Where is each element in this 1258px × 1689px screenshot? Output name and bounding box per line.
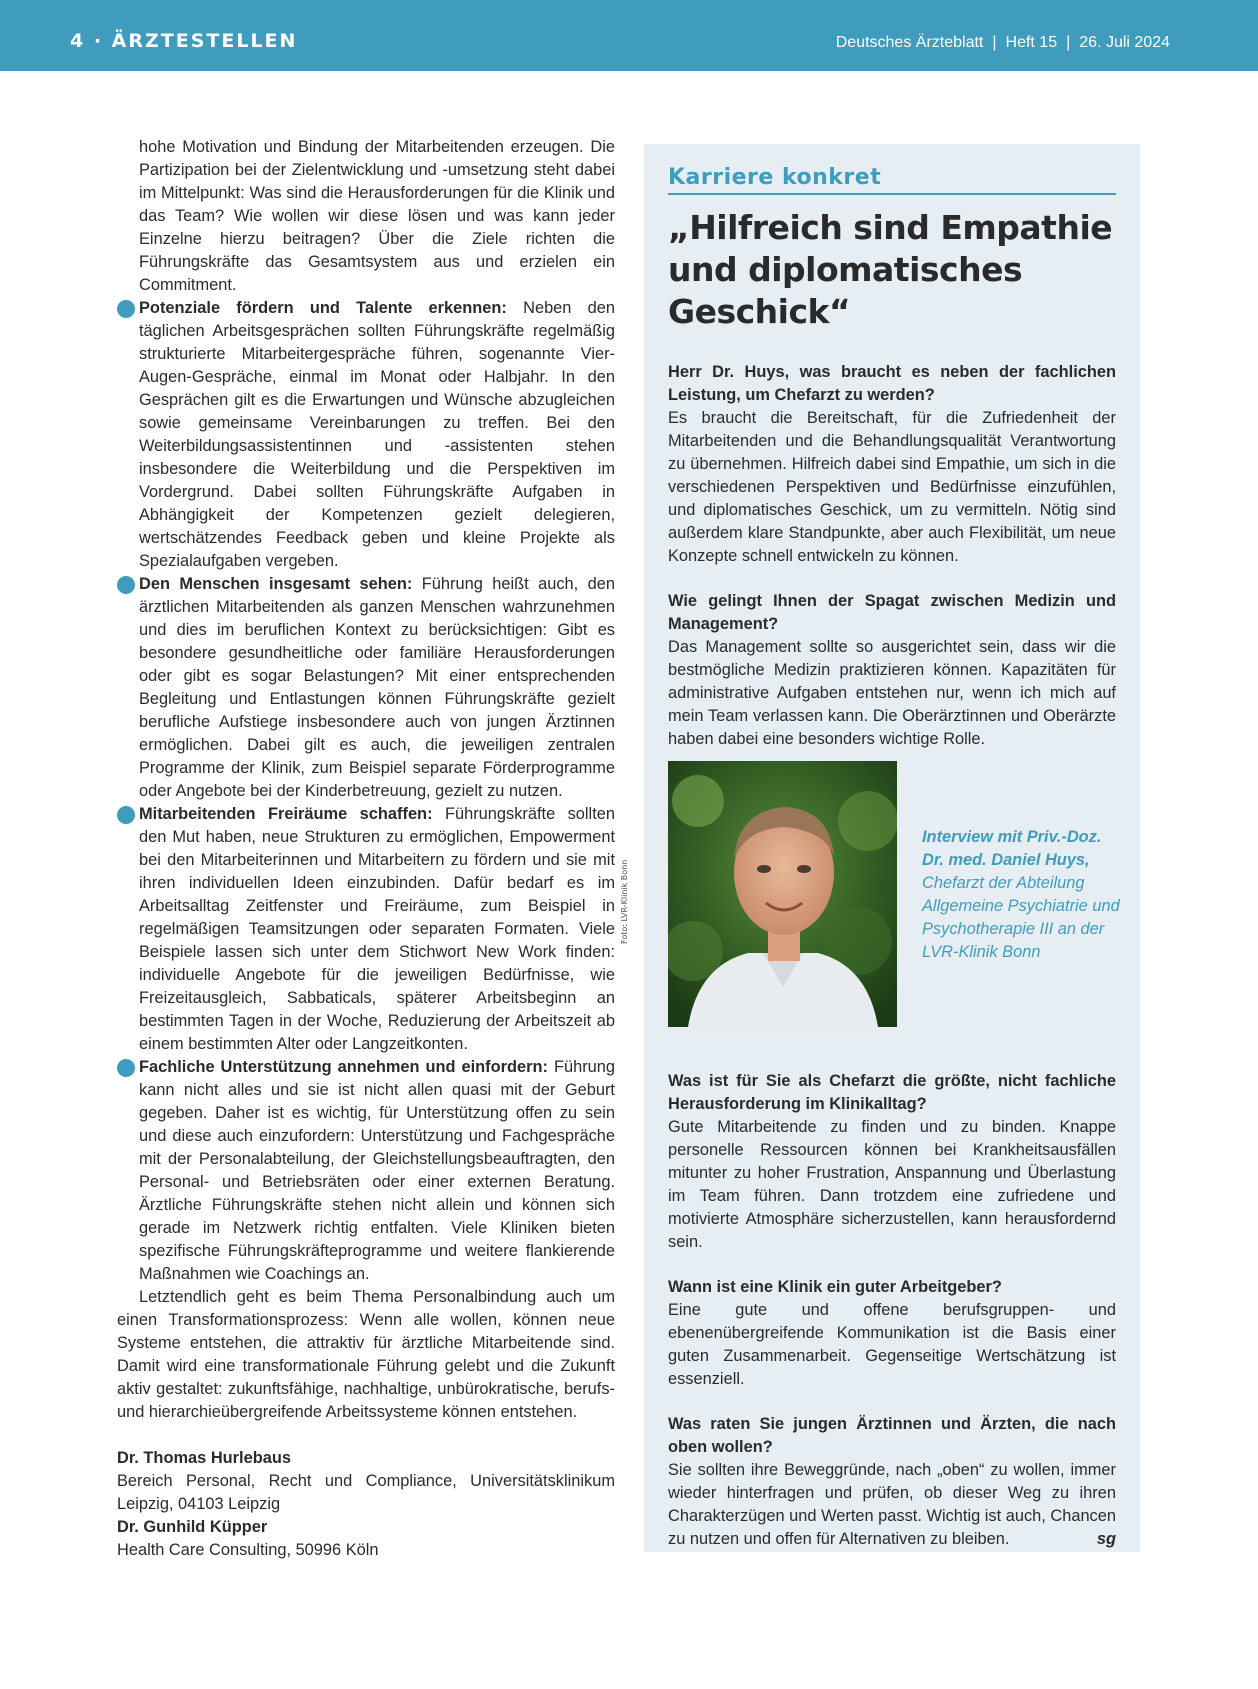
bullet-lead: Mitarbeitenden Freiräume schaffen: — [139, 805, 433, 823]
question: Herr Dr. Huys, was braucht es neben der fachlichen Leistung, um Chefarzt zu werden? — [668, 363, 1116, 404]
question: Was ist für Sie als Chefarzt die größte, nicht fachliche Herausforderung im Klinikalltag? — [668, 1072, 1116, 1113]
qa-item — [668, 1413, 1116, 1551]
question: Wann ist eine Klinik ein guter Arbeitgeber? — [668, 1278, 1002, 1296]
author-block — [117, 1447, 615, 1562]
bullet-dot-icon — [117, 576, 135, 594]
interview-box — [620, 144, 1140, 1552]
bullet-text: Neben den täglichen Arbeitsgesprächen sollten Führungskräfte regelmäßig strukturierte Mitarbeitergespräche führen, sogenannte Vier-Augen-Gespräche, einmal im Monat oder Halbjahr. In den Gesprächen gilt es die Erwartungen und Wünsche abzugleichen sowie gemeinsame Vereinbarungen zu treffen. Bei den Weiterbildungsassistentinnen und -assistenten stehen insbesondere die Weiterbildung und die Perspektiven im Vordergrund. Dabei sollten Führungskräfte Aufgaben in Abhängigkeit der Kompetenzen gezielt delegieren, wertschätzendes Feedback geben und kleine Projekte als Spezialaufgaben vergeben. — [139, 299, 615, 570]
bullet-lead: Potenziale fördern und Talente erkennen: — [139, 299, 507, 317]
bullet-lead: Den Menschen insgesamt sehen: — [139, 575, 413, 593]
page-header — [0, 0, 1258, 71]
answer: Eine gute und offene berufsgruppen- und ebenenübergreifende Kommunikation ist die Basis einer guten Zusammenarbeit. Gegenseitige Wertschätzung ist essenziell. — [668, 1301, 1116, 1388]
bullet-text: Führungskräfte sollten den Mut haben, neue Strukturen zu ermöglichen, Empowerment bei den Mitarbeiterinnen und Mitarbeitern zu fördern und sie mit ihren individuellen Ideen einzubinden. Dafür bedarf es im Arbeitsalltag Zeitfenster und Freiräume, zum Beispiel in regelmäßigen Teamsitzungen oder separaten Formaten. Viele Beispiele lassen sich unter dem Stichwort New Work finden: individuelle Angebote für die jeweiligen Bedürfnisse, wie Freizeitausgleich, Sabbaticals, späterer Arbeitsbeginn an bestimmten Tagen in der Woche, Reduzierung der Arbeitszeit ab einem bestimmten Alter oder Langzeitkonten. — [139, 805, 615, 1053]
qa-item — [668, 1276, 1116, 1391]
qa-item — [668, 590, 1116, 751]
issue-number: Heft 15 — [1005, 34, 1058, 51]
bullet-item — [117, 297, 615, 573]
interview-lower — [668, 1070, 1116, 1551]
portrait-image — [668, 761, 897, 1027]
bullet-text: Führung heißt auch, den ärztlichen Mitarbeitenden als ganzen Menschen wahrzunehmen und dies im beruflichen Kontext zu berücksichtigen: Gibt es besondere gesundheitliche oder familiäre Herausforderungen oder gibt es sogar Belastungen? Mit einer entsprechenden Begleitung und Entlastungen können Führungskräfte gezielt berufliche Aufstiege insbesondere auch von jungen Ärztinnen ermöglichen. Dabei gilt es auch, die jeweiligen zentralen Programme der Klinik, zum Beispiel separate Förderprogramme oder Angebote bei der Kinderbetreuung, gezielt zu nutzen. — [139, 575, 615, 800]
interview-upper — [668, 166, 1116, 751]
answer: Gute Mitarbeitende zu finden und zu binden. Knappe personelle Ressourcen können bei Krankheitsausfällen mitunter zu hoher Frustration, Anspannung und Überlastung im Team führen. Dann trotzdem eine zufriedene und motivierte Atmosphäre sicherzustellen, kann herausfordernd sein. — [668, 1118, 1116, 1251]
issue-date: 26. Juli 2024 — [1079, 34, 1170, 51]
box-kicker: Karriere konkret — [668, 166, 1116, 195]
bullet-dot-icon — [117, 1059, 135, 1077]
closing-paragraph: Letztendlich geht es beim Thema Personalbindung auch um einen Transformationsprozess: Wenn alle wollen, können neue Systeme entstehen, die attraktiv für ärztliche Mitarbeitende sind. Damit wird eine transformationale Führung gelebt und die Zukunft aktiv gestaltet: zukunftsfähige, nachhaltige, unbürokratische, berufs- und hierarchieübergreifende Arbeitssysteme können entstehen. — [117, 1288, 615, 1421]
question: Was raten Sie jungen Ärztinnen und Ärzten, die nach oben wollen? — [668, 1415, 1116, 1456]
publication-info: Deutsches Ärzteblatt | Heft 15 | 26. Juli 2024 — [835, 34, 1170, 51]
author-name: Dr. Thomas Hurlebaus — [117, 1449, 291, 1467]
qa-item — [668, 361, 1116, 568]
photo-caption — [922, 826, 1122, 964]
signoff: sg — [1096, 1530, 1116, 1548]
caption-lead: Interview mit Priv.-Doz. Dr. med. Daniel Huys, — [922, 828, 1102, 869]
bullet-dot-icon — [117, 300, 135, 318]
bullet-dot-icon — [117, 806, 135, 824]
answer: Es braucht die Bereitschaft, für die Zufriedenheit der Mitarbeitenden und die Behandlungsqualität Verantwortung zu übernehmen. Hilfreich dabei sind Empathie, um sich in die verschiedenen Perspektiven und Bedürfnisse einzufühlen, und diplomatisches Geschick, um zu vermitteln. Nötig sind außerdem klare Standpunkte, aber auch Flexibilität, um neue Konzepte schnell entwickeln zu können. — [668, 409, 1116, 565]
question: Wie gelingt Ihnen der Spagat zwischen Medizin und Management? — [668, 592, 1116, 633]
publication-name: Deutsches Ärzteblatt — [835, 34, 984, 51]
bullet-text: Führung kann nicht alles und sie ist nicht allen quasi mit der Geburt gegeben. Daher ist es wichtig, für Unterstützung offen zu sein und diese auch einzufordern: Unterstützung und Fachgespräche mit der Personalabteilung, der Gleichstellungsbeauftragten, den Personal- und Betriebsräten oder einer externen Beratung. Ärztliche Führungskräfte stehen nicht allein und können sich gerade im Netzwerk richtig entfalten. Viele Kliniken bieten spezifische Führungskräfteprogramme und weitere flankierende Maßnahmen wie Coachings an. — [139, 1058, 615, 1283]
bullet-lead: Fachliche Unterstützung annehmen und einfordern: — [139, 1058, 548, 1076]
answer: Das Management sollte so ausgerichtet sein, dass wir die bestmögliche Medizin praktizieren können. Kapazitäten für administrative Aufgaben entstehen nur, wenn ich mich auf mein Team verlassen kann. Die Oberärztinnen und Oberärzte haben dabei eine besonders wichtige Rolle. — [668, 638, 1116, 748]
bullet-item — [117, 803, 615, 1056]
portrait-photo — [668, 761, 897, 1027]
bullet-item — [117, 1056, 615, 1286]
article-left-column — [117, 136, 615, 1562]
box-headline: „Hilfreich sind Empathie und diplomatisches Geschick“ — [668, 208, 1113, 331]
bullet-item — [117, 573, 615, 803]
answer — [668, 1459, 1116, 1551]
photo-credit: Foto: LVR-Klinik Bonn — [620, 859, 629, 944]
author-affiliation: Health Care Consulting, 50996 Köln — [117, 1541, 379, 1559]
author-name: Dr. Gunhild Küpper — [117, 1518, 268, 1536]
caption-text: Chefarzt der Abteilung Allgemeine Psychiatrie und Psychotherapie III an der LVR-Klinik Bonn — [922, 874, 1120, 961]
author-affiliation: Bereich Personal, Recht und Compliance, Universitätsklinikum Leipzig, 04103 Leipzig — [117, 1472, 615, 1513]
qa-item — [668, 1070, 1116, 1254]
intro-paragraph: hohe Motivation und Bindung der Mitarbeitenden erzeugen. Die Partizipation bei der Zielentwicklung und -umsetzung steht dabei im Mittelpunkt: Was sind die Herausforderungen für die Klinik und das Team? Wie wollen wir diese lösen und was kann jeder Einzelne hierzu beitragen? Über die Ziele richten die Führungskräfte das Gesamtsystem aus und erzielen ein Commitment. — [139, 138, 615, 294]
section-label: 4 · ÄRZTESTELLEN — [70, 30, 298, 52]
answer-text: Sie sollten ihre Beweggründe, nach „oben“ zu wollen, immer wieder hinterfragen und prüfen, ob dieser Weg zu ihren Charakterzügen und Werten passt. Wichtig ist auch, Chancen zu nutzen und offen für Alternativen zu bleiben. — [668, 1461, 1116, 1548]
